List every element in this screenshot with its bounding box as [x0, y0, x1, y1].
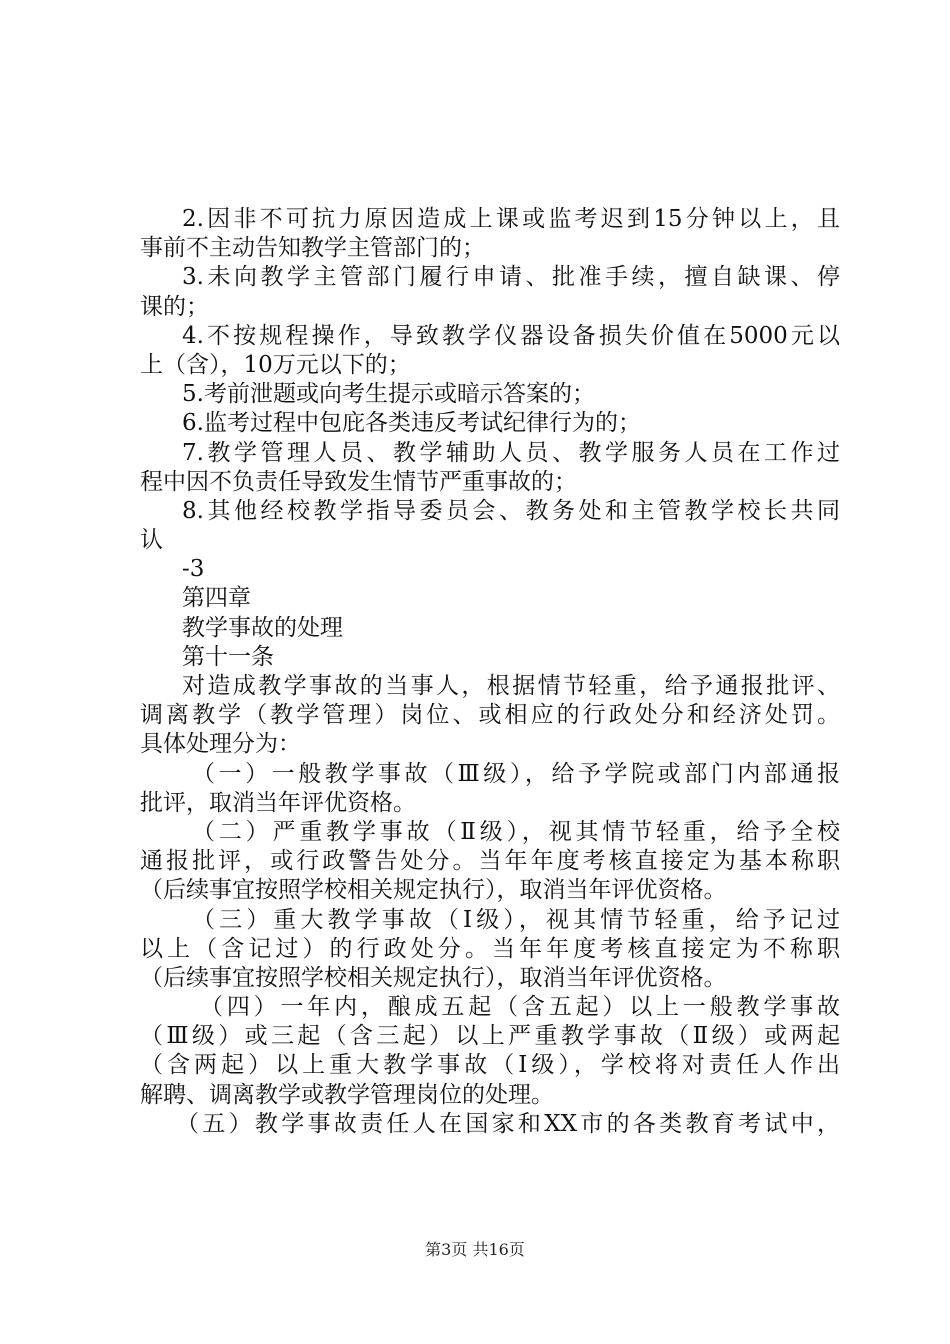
- text-line: （三）重大教学事故（Ⅰ级），视其情节轻重，给予记过: [192, 906, 840, 933]
- text-line: 5.考前泄题或向考生提示或暗示答案的；: [182, 381, 595, 408]
- text-line: 调离教学（教学管理）岗位、或相应的行政处分和经济处罚。: [140, 702, 840, 729]
- text-line: （二）严重教学事故（Ⅱ级），视其情节轻重，给予全校: [192, 818, 840, 845]
- text-line: （四）一年内，酿成五起（含五起）以上一般教学事故: [200, 994, 840, 1021]
- text-line: 解聘、调离教学或教学管理岗位的处理。: [140, 1081, 554, 1108]
- article-heading: 第十一条: [182, 643, 274, 670]
- text-line: （后续事宜按照学校相关规定执行），取消当年评优资格。: [140, 964, 727, 991]
- text-line: 课的；: [140, 293, 209, 320]
- text-line: （后续事宜按照学校相关规定执行），取消当年评优资格。: [140, 877, 727, 904]
- chapter-title: 教学事故的处理: [182, 614, 343, 641]
- chapter-heading: 第四章: [182, 585, 251, 612]
- text-line: 2.因非不可抗力原因造成上课或监考迟到15分钟以上，且: [182, 206, 840, 232]
- text-line: （含两起）以上重大教学事故（Ⅰ级），学校将对责任人作出: [140, 1052, 840, 1079]
- text-line: 上（含），10万元以下的；: [140, 351, 411, 378]
- text-line: 4.不按规程操作，导致教学仪器设备损失价值在5000元以: [182, 322, 840, 349]
- text-line: 8.其他经校教学指导委员会、教务处和主管教学校长共同: [182, 497, 840, 524]
- text-line: 通报批评，或行政警告处分。当年年度考核直接定为基本称职: [140, 848, 840, 875]
- text-line: 批评，取消当年评优资格。: [140, 789, 416, 816]
- text-line: （五）教学事故责任人在国家和XX市的各类教育考试中，: [176, 1110, 840, 1137]
- page-footer: 第3页 共16页: [425, 1240, 525, 1259]
- text-line: 认: [140, 527, 163, 554]
- text-line: 程中因不负责任导致发生情节严重事故的；: [140, 468, 577, 495]
- text-line: （Ⅲ级）或三起（含三起）以上严重教学事故（Ⅱ级）或两起: [140, 1023, 840, 1050]
- text-line: （一）一般教学事故（Ⅲ级），给予学院或部门内部通报: [192, 760, 840, 787]
- text-line: 3.未向教学主管部门履行申请、批准手续，擅自缺课、停: [182, 264, 840, 291]
- text-line: 具体处理分为：: [140, 731, 301, 758]
- text-line: 对造成教学事故的当事人，根据情节轻重，给予通报批评、: [182, 673, 840, 699]
- text-line: 6.监考过程中包庇各类违反考试纪律行为的；: [182, 410, 641, 437]
- document-body: [140, 205, 840, 1139]
- text-line: 以上（含记过）的行政处分。当年年度考核直接定为不称职: [140, 935, 840, 962]
- text-line: 7.教学管理人员、教学辅助人员、教学服务人员在工作过: [182, 439, 840, 466]
- text-line: 事前不主动告知教学主管部门的；: [140, 235, 485, 262]
- page-marker: -3: [182, 556, 205, 583]
